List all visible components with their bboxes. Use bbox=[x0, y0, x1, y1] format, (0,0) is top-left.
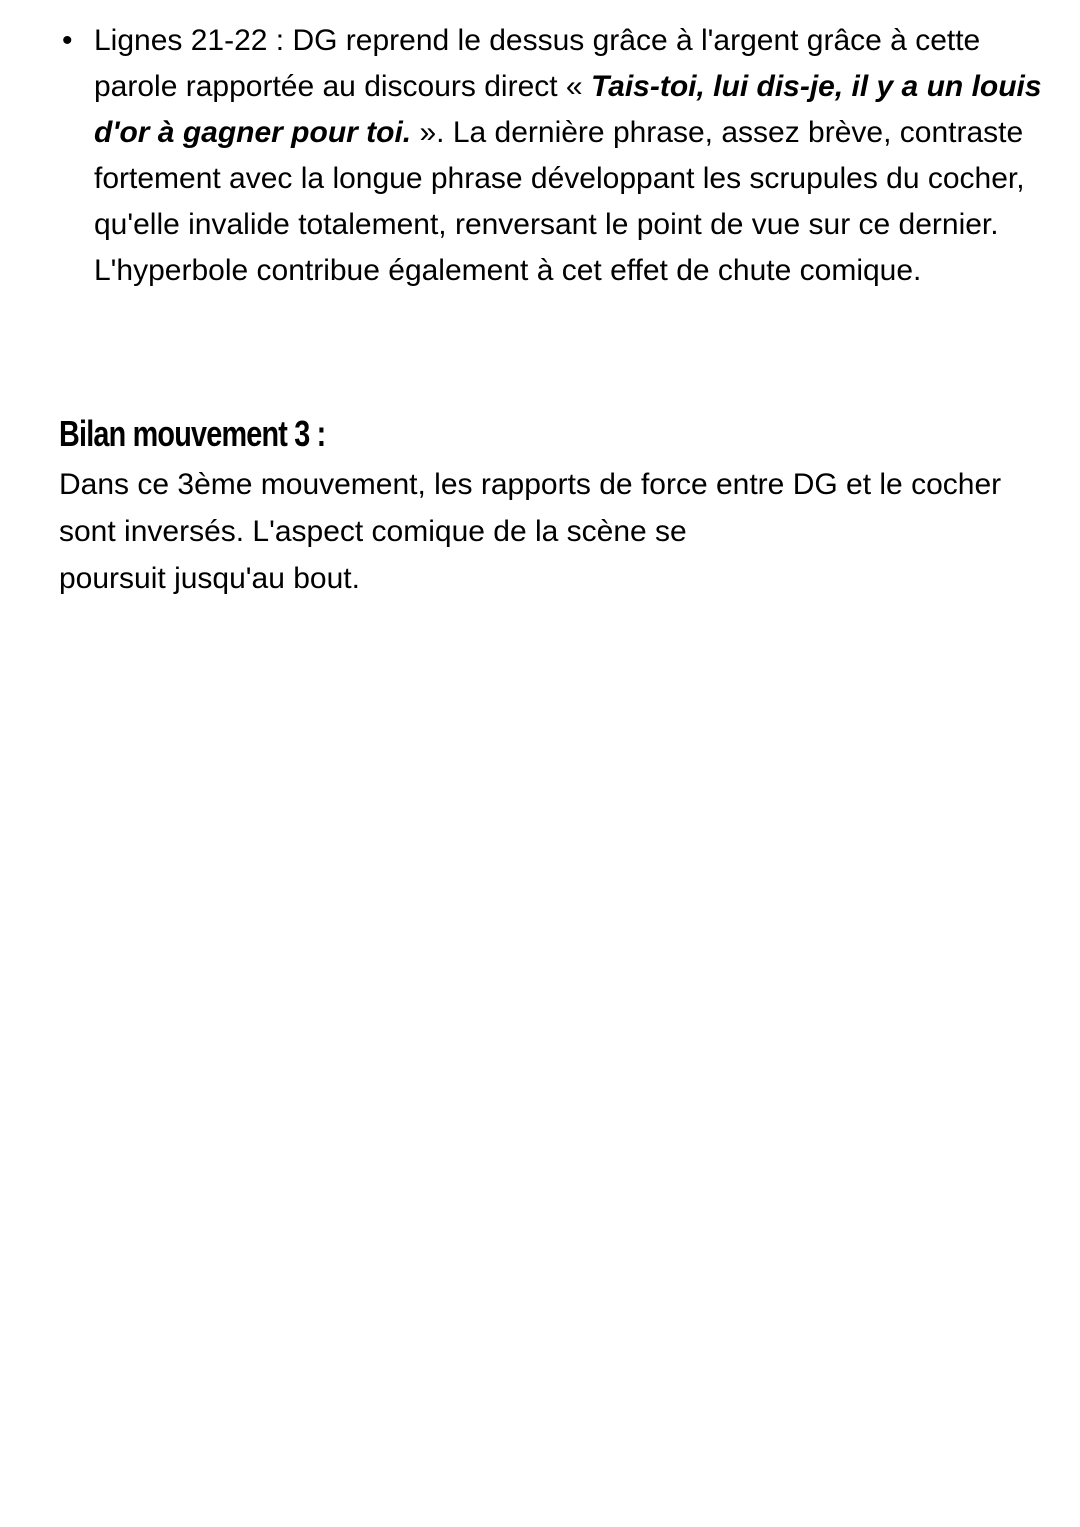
bullet-item-lines-21-22 bbox=[60, 18, 1050, 294]
section-title: Bilan mouvement 3 : bbox=[59, 413, 326, 454]
bullet-dot-icon: • bbox=[62, 24, 73, 57]
summary-line: poursuit jusqu'au bout. bbox=[59, 562, 360, 595]
summary-line: Dans ce 3ème mouvement, les rapports de force entre DG et le cocher bbox=[59, 468, 1002, 501]
bullet-list bbox=[60, 18, 1050, 294]
section-body bbox=[59, 461, 1069, 602]
bullet-intro-text: Lignes 21-22 : DG reprend le dessus grâce à l'argent grâce à cette parole rapportée au discours direct « bbox=[94, 24, 981, 103]
summary-line: sont inversés. L'aspect comique de la scène se bbox=[59, 515, 687, 548]
direct-speech-quote: Tais-toi, lui dis-je, il y a un louis d'or à gagner pour toi. bbox=[94, 70, 1042, 149]
bullet-rest-text: ». La dernière phrase, assez brève, contraste fortement avec la longue phrase développant les scrupules du cocher, qu'elle invalide totalement, renversant le point de vue sur ce dernier. L'hyperbole contribue également à cet effet de chute comique. bbox=[94, 116, 1025, 287]
